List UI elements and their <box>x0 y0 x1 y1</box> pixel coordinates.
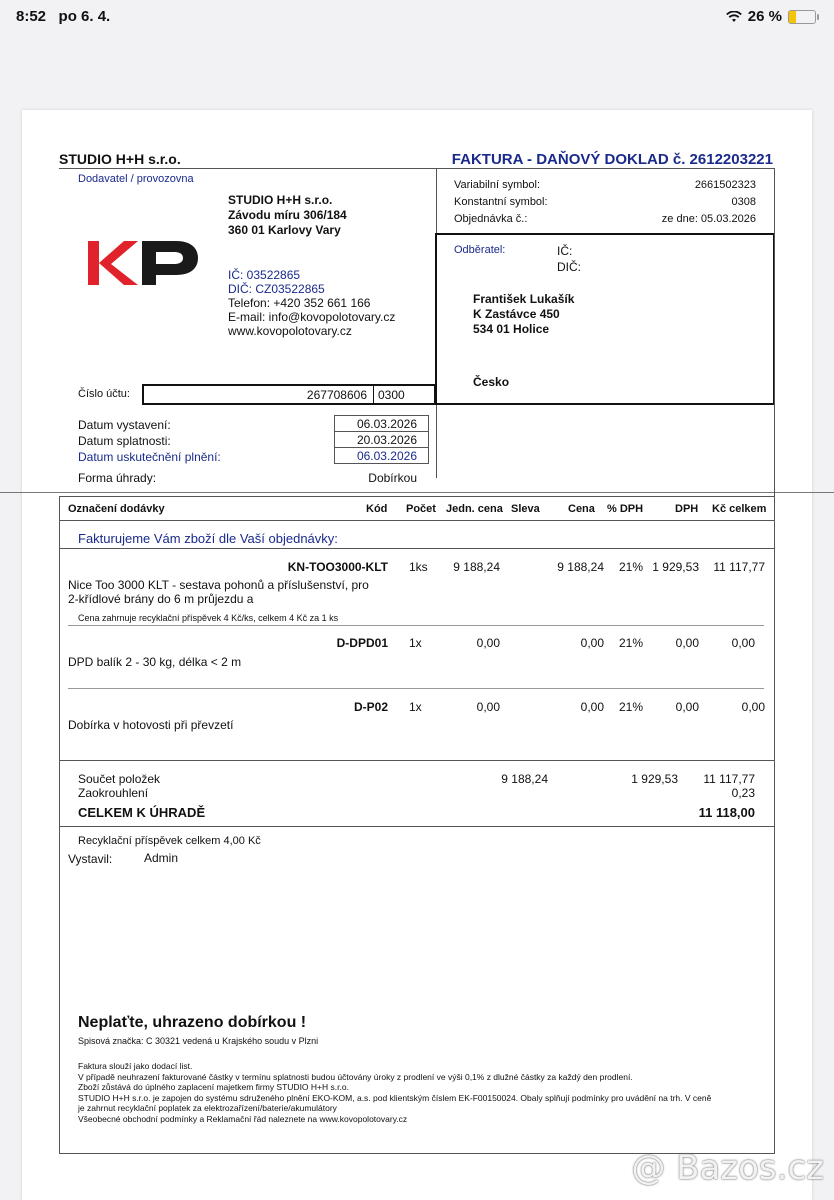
row-price: 0,00 <box>580 636 604 650</box>
row-unit-price: 0,00 <box>476 636 500 650</box>
row-price: 9 188,24 <box>557 560 604 574</box>
recycling-total: Recyklační příspěvek celkem 4,00 Kč <box>78 835 261 847</box>
buyer-street: K Zastávce 450 <box>473 307 560 321</box>
row-desc-line1: DPD balík 2 - 30 kg, délka < 2 m <box>68 655 242 669</box>
supplier-city: 360 01 Karlovy Vary <box>228 223 341 237</box>
row-qty: 1x <box>409 700 422 714</box>
supplier-ic: IČ: 03522865 <box>228 268 301 282</box>
col-discount: Sleva <box>511 503 540 515</box>
col-unit-price: Jedn. cena <box>446 503 503 515</box>
row-desc-line1: Nice Too 3000 KLT - sestava pohonů a příslušenství, pro <box>68 578 369 592</box>
row-desc-line2: 2-křídlové brány do 6 m průjezdu a <box>68 592 254 606</box>
terms-line: Všeobecné obchodní podmínky a Reklamační řád naleznete na www.kovopolotovary.cz <box>78 1113 408 1124</box>
var-symbol-label: Variabilní symbol: <box>454 179 540 191</box>
row-qty: 1x <box>409 636 422 650</box>
supplier-dic: DIČ: CZ03522865 <box>228 282 325 296</box>
row-code: KN-TOO3000-KLT <box>287 560 388 574</box>
watermark: @ Bazos.cz <box>631 1148 824 1188</box>
col-desc: Označení dodávky <box>68 503 165 515</box>
row-code: D-DPD01 <box>336 636 388 650</box>
wifi-icon <box>726 11 742 23</box>
terms-line: Zboží zůstává do úplného zaplacení majetkem firmy STUDIO H+H s.r.o. <box>78 1082 349 1092</box>
account-label: Číslo účtu: <box>78 388 130 400</box>
battery-icon <box>788 10 816 24</box>
register-note: Spisová značka: C 30321 vedená u Krajského soudu v Plzni <box>78 1036 319 1046</box>
due-date: 20.03.2026 <box>356 433 417 447</box>
terms <box>78 1061 778 1124</box>
status-bar <box>0 0 834 34</box>
sum-label: Součet položek <box>78 772 161 786</box>
due-date-label: Datum splatnosti: <box>78 434 171 448</box>
row-total: 11 117,77 <box>713 560 765 574</box>
row-unit-price: 9 188,24 <box>453 560 500 574</box>
supplier-phone: Telefon: +420 352 661 166 <box>228 296 371 310</box>
var-symbol-value: 2661502323 <box>694 179 756 191</box>
total-due-label: CELKEM K ÚHRADĚ <box>78 805 206 820</box>
account-number: 267708606 <box>306 388 367 402</box>
col-total: Kč celkem <box>712 503 767 515</box>
row-desc-line1: Dobírka v hotovosti při převzetí <box>68 718 234 732</box>
row-vat-pct: 21% <box>619 560 644 574</box>
supplier-email: E-mail: info@kovopolotovary.cz <box>228 310 396 324</box>
status-right <box>726 8 816 25</box>
supplier-web: www.kovopolotovary.cz <box>228 324 352 338</box>
terms-line: Faktura slouží jako dodací list. <box>78 1061 193 1071</box>
rounding-value: 0,23 <box>731 786 755 800</box>
issue-date-label: Datum vystavení: <box>78 418 171 432</box>
buyer-dic: DIČ: <box>557 260 581 274</box>
buyer-name: František Lukašík <box>473 292 575 306</box>
const-symbol-label: Konstantní symbol: <box>454 196 548 208</box>
invoice-page <box>22 110 812 1200</box>
row-price: 0,00 <box>580 700 604 714</box>
order-date: ze dne: 05.03.2026 <box>661 213 756 225</box>
company-logo <box>84 237 202 294</box>
table-intro: Fakturujeme Vám zboží dle Vaší objednávky: <box>78 531 338 546</box>
duzp-label: Datum uskutečnění plnění: <box>78 450 221 464</box>
row-unit-price: 0,00 <box>476 700 500 714</box>
payment-method: Dobírkou <box>368 471 417 485</box>
col-price: Cena <box>568 503 595 515</box>
invoice-title: FAKTURA - DAŇOVÝ DOKLAD č. 2612203221 <box>451 151 773 168</box>
sum-total: 11 117,77 <box>703 772 755 786</box>
duzp-date: 06.03.2026 <box>356 449 417 463</box>
col-qty: Počet <box>406 503 436 515</box>
issued-by-name: Admin <box>144 851 179 865</box>
row-vat-pct: 21% <box>619 636 644 650</box>
row-code: D-P02 <box>353 700 388 714</box>
supplier-label: Dodavatel / provozovna <box>78 173 194 185</box>
buyer-ic: IČ: <box>557 244 573 258</box>
total-due-value: 11 118,00 <box>698 805 755 820</box>
col-vat: DPH <box>675 503 699 515</box>
row-qty: 1ks <box>409 560 428 574</box>
supplier-street: Závodu míru 306/184 <box>228 208 347 222</box>
supplier-name: STUDIO H+H s.r.o. <box>228 193 333 207</box>
payment-label: Forma úhrady: <box>78 471 157 485</box>
header-company: STUDIO H+H s.r.o. <box>59 151 181 167</box>
issue-date: 06.03.2026 <box>356 417 417 431</box>
row-vat-pct: 21% <box>619 700 644 714</box>
battery-percent: 26 % <box>747 8 782 25</box>
paid-note: Neplaťte, uhrazeno dobírkou ! <box>78 1014 307 1031</box>
buyer-label: Odběratel: <box>454 244 506 256</box>
sum-vat: 1 929,53 <box>631 772 678 786</box>
terms-line: STUDIO H+H s.r.o. je zapojen do systému sdruženého plnění EKO-KOM, a.s. pod klientským číslem EK-F00150024. Obaly splňují podmínky pro uvádění na trh. V ceně <box>78 1092 712 1103</box>
status-time: 8:52 po 6. 4. <box>16 8 111 25</box>
col-code: Kód <box>366 503 388 515</box>
row-vat: 0,00 <box>675 636 699 650</box>
col-vat-pct: % DPH <box>607 503 644 515</box>
issued-by-label: Vystavil: <box>68 852 113 866</box>
account-bank-code: 0300 <box>378 388 405 402</box>
const-symbol-value: 0308 <box>731 196 756 208</box>
row-total: 0,00 <box>741 700 765 714</box>
terms-line: V případě neuhrazení fakturované částky v termínu splatnosti budou účtovány úroky z prodlení ve výši 0,1% z dlužné částky za každý den prodlení. <box>78 1071 633 1082</box>
rounding-label: Zaokrouhlení <box>78 786 149 800</box>
buyer-country: Česko <box>473 375 510 389</box>
row-vat: 1 929,53 <box>652 560 699 574</box>
row-total: 0,00 <box>731 636 755 650</box>
sum-price: 9 188,24 <box>501 772 548 786</box>
row-vat: 0,00 <box>675 700 699 714</box>
terms-line: je zahrnut recyklační poplatek za elektrozařízení/baterie/akumulátory <box>78 1103 337 1113</box>
buyer-city: 534 01 Holice <box>473 322 550 336</box>
order-label: Objednávka č.: <box>454 213 528 225</box>
row-recycling-note: Cena zahrnuje recyklační příspěvek 4 Kč/ks, celkem 4 Kč za 1 ks <box>78 613 339 623</box>
